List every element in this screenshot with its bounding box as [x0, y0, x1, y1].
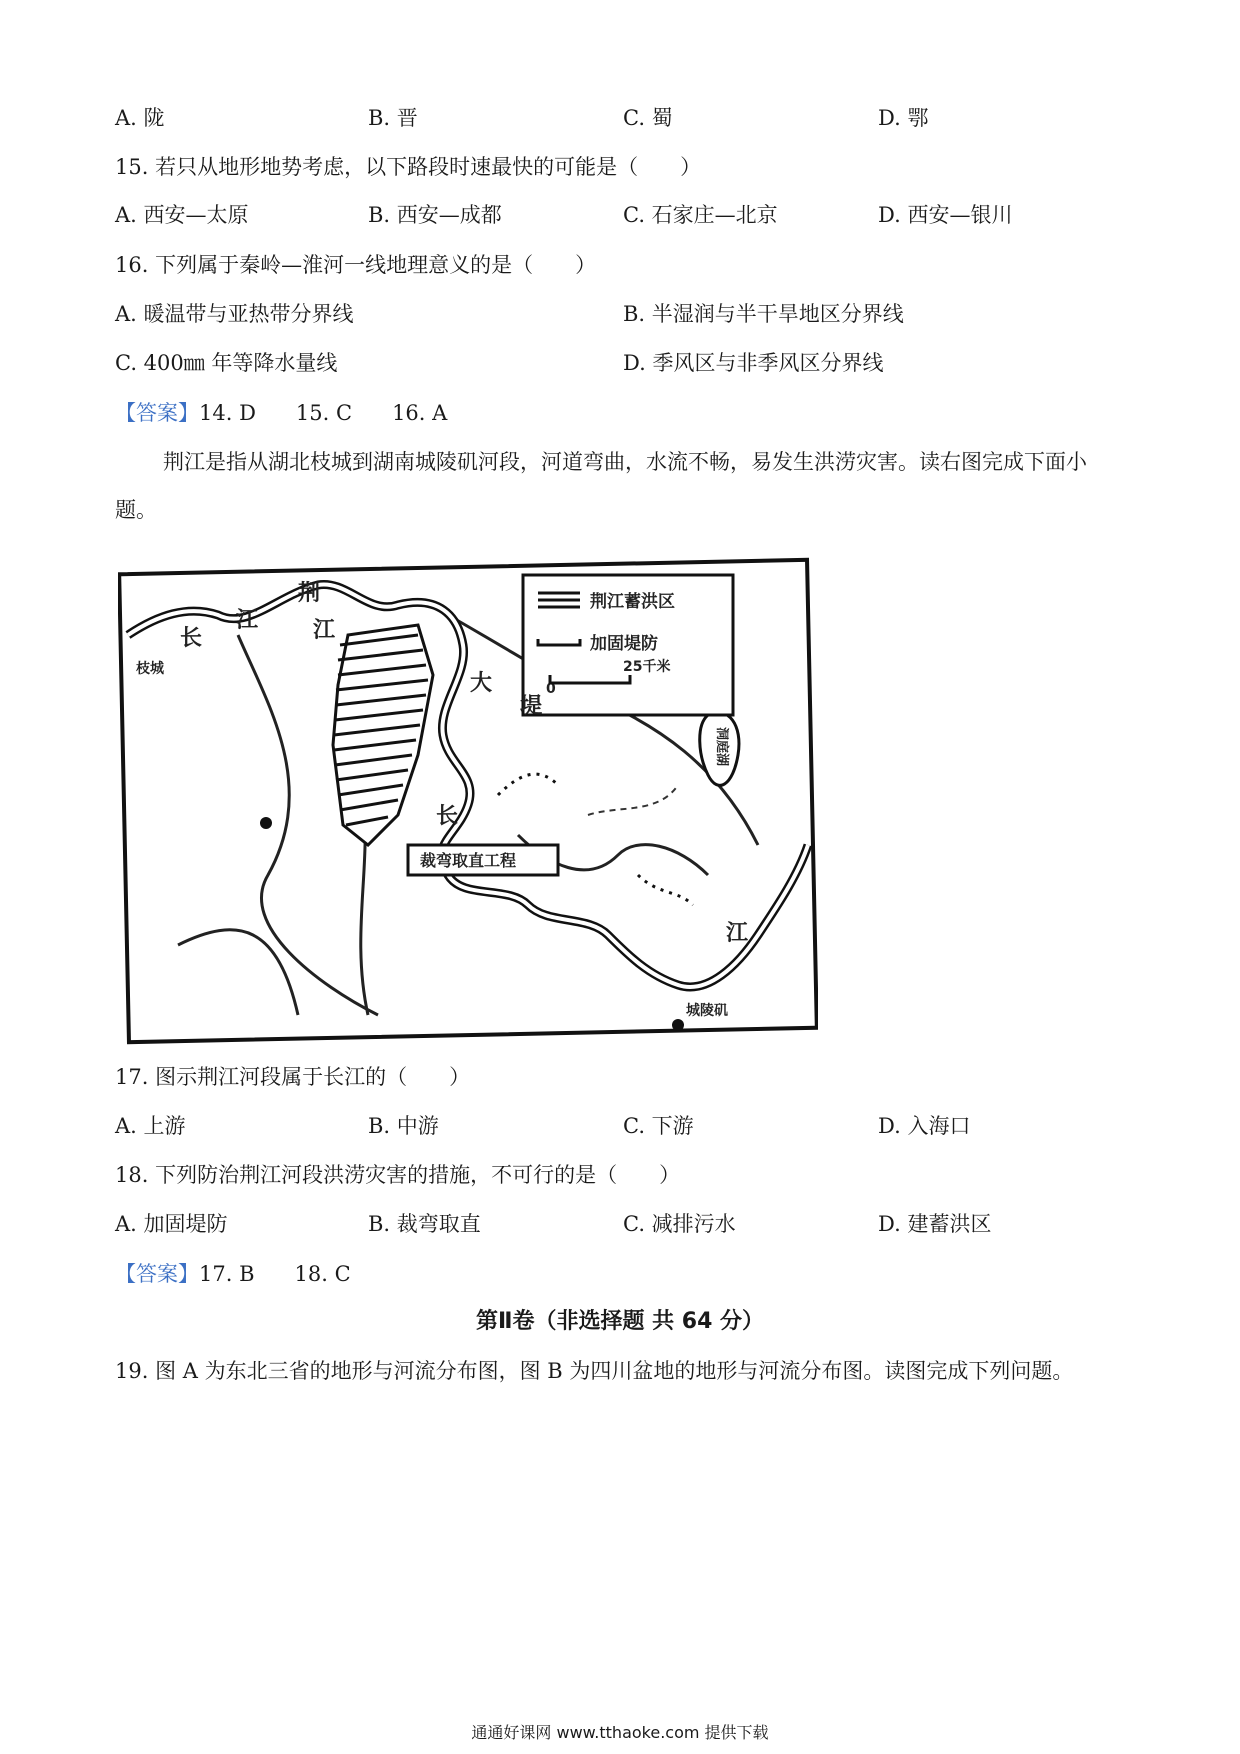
label-chang-1: 长 [180, 626, 203, 651]
q16-stem: 16. 下列属于秦岭—淮河一线地理意义的是（ ） [115, 253, 597, 277]
q18-option-c: C. 减排污水 [623, 1212, 736, 1236]
answer-item: 18. C [294, 1262, 351, 1286]
q17-stem: 17. 图示荆江河段属于长江的（ ） [115, 1065, 471, 1089]
label-di: 堤 [520, 694, 543, 719]
scale-zero: 0 [546, 681, 556, 697]
q17-option-c: C. 下游 [623, 1114, 694, 1138]
passage-jingjiang: 荆江是指从湖北枝城到湖南城陵矶河段，河道弯曲，水流不畅，易发生洪涝灾害。读右图完成下面小题。 [115, 450, 1087, 522]
label-lake: 洞庭湖 [714, 727, 729, 767]
label-da: 大 [470, 671, 493, 696]
scale-label: 25千米 [623, 659, 671, 675]
q14-option-d: D. 鄂 [878, 106, 929, 130]
q14-option-c: C. 蜀 [623, 106, 673, 130]
q19-stem: 19. 图 A 为东北三省的地形与河流分布图，图 B 为四川盆地的地形与河流分布图。读图完成下列问题。 [115, 1359, 1074, 1383]
label-jiang-3: 江 [726, 921, 749, 946]
map-legend [523, 575, 733, 715]
label-chang-2: 长 [436, 804, 459, 829]
q14-option-b: B. 晋 [368, 106, 418, 130]
page-footer: 通通好课网 www.tthaoke.com 提供下载 [471, 1723, 769, 1742]
answer-tag: 【答案】 [115, 1262, 199, 1286]
q18-stem: 18. 下列防治荆江河段洪涝灾害的措施，不可行的是（ ） [115, 1163, 681, 1187]
q14-option-a: A. 陇 [115, 106, 165, 130]
label-zhicheng: 枝城 [136, 661, 164, 677]
answer-block-2 [115, 1259, 351, 1289]
answer-item: 16. A [392, 401, 448, 425]
label-project: 裁弯取直工程 [420, 851, 517, 870]
q15-option-a: A. 西安—太原 [115, 203, 249, 227]
q15-option-d: D. 西安—银川 [878, 203, 1013, 227]
section-title: 第Ⅱ卷（非选择题 共 64 分） [475, 1309, 765, 1334]
legend-levee-label: 加固堤防 [590, 634, 658, 654]
label-jiang-2: 江 [313, 618, 336, 643]
q18-option-b: B. 裁弯取直 [368, 1212, 481, 1236]
q15-option-b: B. 西安—成都 [368, 203, 502, 227]
answer-item: 14. D [199, 401, 256, 425]
q18-option-a: A. 加固堤防 [115, 1212, 228, 1236]
answer-tag: 【答案】 [115, 401, 199, 425]
jingjiang-map [118, 545, 818, 1045]
q16-option-a: A. 暖温带与亚热带分界线 [115, 302, 354, 326]
q15-stem: 15. 若只从地形地势考虑，以下路段时速最快的可能是（ ） [115, 155, 702, 179]
q16-option-c: C. 400㎜ 年等降水量线 [115, 351, 338, 375]
answer-item: 15. C [295, 401, 353, 425]
answer-block-1 [115, 398, 447, 428]
answer-item: 17. B [199, 1262, 255, 1286]
label-jiang-1: 江 [236, 608, 259, 633]
q17-option-a: A. 上游 [115, 1114, 186, 1138]
q16-option-b: B. 半湿润与半干旱地区分界线 [623, 302, 904, 326]
q17-option-d: D. 入海口 [878, 1114, 971, 1138]
q17-option-b: B. 中游 [368, 1114, 439, 1138]
q16-option-d: D. 季风区与非季风区分界线 [623, 351, 884, 375]
q15-option-c: C. 石家庄—北京 [623, 203, 778, 227]
label-jing: 荆 [298, 581, 321, 606]
legend-flood-area-label: 荆江蓄洪区 [590, 592, 675, 612]
label-chenglingji: 城陵矶 [686, 1003, 728, 1019]
q18-option-d: D. 建蓄洪区 [878, 1212, 992, 1236]
